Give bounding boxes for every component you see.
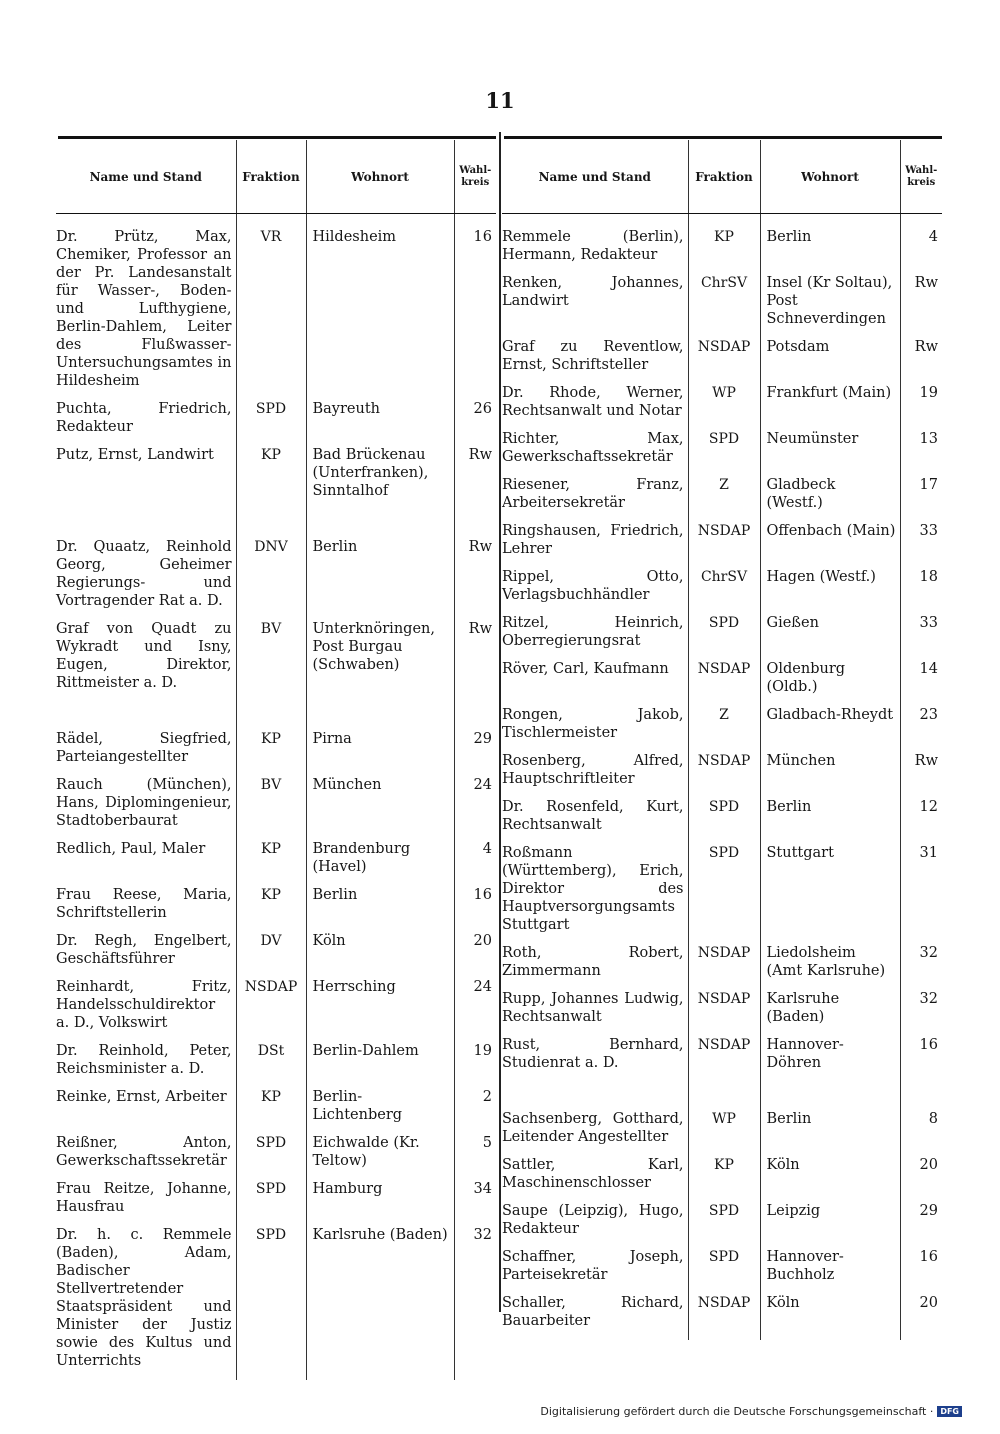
member-faction: NSDAP — [688, 522, 760, 568]
member-district: 2 — [454, 1088, 496, 1134]
table-row — [56, 886, 496, 932]
member-faction: SPD — [236, 1180, 306, 1226]
table-row — [56, 730, 496, 776]
member-faction: NSDAP — [688, 338, 760, 384]
member-residence: München — [760, 752, 900, 798]
table-row — [56, 1042, 496, 1088]
member-name: Rädel, Siegfried, Parteiangestellter — [56, 731, 232, 765]
member-residence: Gießen — [760, 614, 900, 660]
member-faction: SPD — [688, 430, 760, 476]
spacer-cell — [688, 1082, 760, 1110]
table-row — [56, 776, 496, 840]
member-faction: NSDAP — [236, 978, 306, 1042]
member-district: 20 — [900, 1156, 942, 1202]
member-district: 14 — [900, 660, 942, 706]
spacer-cell — [502, 1082, 688, 1110]
spacer-cell — [900, 1082, 942, 1110]
member-faction: KP — [688, 214, 760, 275]
page-number: 11 — [485, 88, 515, 113]
header-district: Wahl-kreis — [900, 140, 942, 214]
member-faction: SPD — [688, 614, 760, 660]
member-district: 26 — [454, 400, 496, 446]
header-district: Wahl-kreis — [454, 140, 496, 214]
member-district: 20 — [900, 1294, 942, 1340]
member-name: Schaller, Richard, Bauarbeiter — [502, 1295, 684, 1329]
member-name: Sattler, Karl, Maschinenschlosser — [502, 1157, 684, 1191]
member-residence: Hildesheim — [306, 214, 454, 401]
dfg-logo: DFG — [937, 1406, 962, 1417]
member-residence: Frankfurt (Main) — [760, 384, 900, 430]
member-district: 24 — [454, 776, 496, 840]
member-district: 5 — [454, 1134, 496, 1180]
member-district: 4 — [900, 214, 942, 275]
member-residence: Berlin-Dahlem — [306, 1042, 454, 1088]
member-faction: NSDAP — [688, 660, 760, 706]
spacer-cell — [760, 1082, 900, 1110]
member-name: Rongen, Jakob, Tischlermeister — [502, 707, 684, 741]
member-name: Roth, Robert, Zimmermann — [502, 945, 684, 979]
member-faction: Z — [688, 706, 760, 752]
member-name: Dr. Prütz, Max, Chemiker, Professor an der Pr. Landesanstalt für Wasser-, Boden- und Lufthygiene, Berlin-Dahlem, Leiter des Flußwasser-Untersuchungsamtes in Hildesheim — [56, 229, 232, 389]
left-column — [56, 140, 496, 1380]
member-district: 33 — [900, 522, 942, 568]
member-district: Rw — [454, 538, 496, 620]
member-name: Rust, Bernhard, Studienrat a. D. — [502, 1037, 684, 1071]
header-faction: Fraktion — [688, 140, 760, 214]
member-name: Graf zu Reventlow, Ernst, Schriftsteller — [502, 339, 684, 373]
member-district: 32 — [900, 944, 942, 990]
member-name: Puchta, Friedrich, Redakteur — [56, 401, 232, 435]
member-faction: KP — [236, 840, 306, 886]
footer-text: Digitalisierung gefördert durch die Deutsche Forschungsgemeinschaft · — [540, 1405, 934, 1418]
member-residence: Hagen (Westf.) — [760, 568, 900, 614]
member-district: 20 — [454, 932, 496, 978]
member-district: 16 — [454, 214, 496, 401]
right-column — [502, 140, 942, 1340]
table-row — [56, 400, 496, 446]
table-row — [56, 620, 496, 702]
top-rule-right — [504, 136, 942, 139]
member-district: Rw — [900, 752, 942, 798]
member-district: 17 — [900, 476, 942, 522]
member-residence: Berlin — [760, 1110, 900, 1156]
member-residence: Bayreuth — [306, 400, 454, 446]
member-residence: Berlin — [760, 798, 900, 844]
table-row — [56, 1180, 496, 1226]
member-residence: Neumünster — [760, 430, 900, 476]
member-faction: KP — [236, 1088, 306, 1134]
member-name: Dr. Rhode, Werner, Rechtsanwalt und Notar — [502, 385, 684, 419]
header-name: Name und Stand — [502, 140, 688, 214]
member-residence: Berlin — [306, 538, 454, 620]
member-district: 8 — [900, 1110, 942, 1156]
table-row — [502, 844, 942, 944]
row-spacer — [502, 1082, 942, 1110]
table-row — [56, 932, 496, 978]
member-residence: Unterknöringen, Post Burgau (Schwaben) — [306, 620, 454, 702]
member-name: Rauch (München), Hans, Diplomingenieur, Stadtoberbaurat — [56, 777, 232, 829]
member-residence: Eichwalde (Kr. Teltow) — [306, 1134, 454, 1180]
member-name: Remmele (Berlin), Hermann, Redakteur — [502, 229, 684, 263]
member-faction: NSDAP — [688, 752, 760, 798]
member-district: 4 — [454, 840, 496, 886]
member-district: 19 — [454, 1042, 496, 1088]
member-residence: Brandenburg (Havel) — [306, 840, 454, 886]
member-faction: ChrSV — [688, 568, 760, 614]
row-spacer — [56, 702, 496, 730]
member-faction: DV — [236, 932, 306, 978]
member-faction: NSDAP — [688, 944, 760, 990]
member-district: 16 — [900, 1248, 942, 1294]
member-district: 29 — [900, 1202, 942, 1248]
member-residence: München — [306, 776, 454, 840]
member-faction: SPD — [688, 1202, 760, 1248]
member-name: Dr. Reinhold, Peter, Reichsminister a. D. — [56, 1043, 232, 1077]
table-row — [502, 214, 942, 275]
spacer-cell — [56, 510, 236, 538]
spacer-cell — [306, 510, 454, 538]
table-row — [502, 384, 942, 430]
member-faction: BV — [236, 776, 306, 840]
table-row — [502, 274, 942, 338]
member-district: 19 — [900, 384, 942, 430]
table-row — [502, 706, 942, 752]
table-row — [56, 214, 496, 401]
spacer-cell — [306, 702, 454, 730]
table-row — [502, 568, 942, 614]
member-faction: VR — [236, 214, 306, 401]
member-district: 33 — [900, 614, 942, 660]
member-residence: Herrsching — [306, 978, 454, 1042]
member-faction: WP — [688, 384, 760, 430]
header-residence: Wohnort — [306, 140, 454, 214]
table-row — [502, 614, 942, 660]
members-table-right — [502, 140, 942, 1340]
member-faction: Z — [688, 476, 760, 522]
member-faction: ChrSV — [688, 274, 760, 338]
member-residence: Insel (Kr Soltau), Post Schneverdingen — [760, 274, 900, 338]
member-faction: BV — [236, 620, 306, 702]
table-row — [502, 1202, 942, 1248]
member-residence: Karlsruhe (Baden) — [760, 990, 900, 1036]
spacer-cell — [454, 510, 496, 538]
row-spacer — [56, 510, 496, 538]
table-row — [56, 538, 496, 620]
member-name: Rosenberg, Alfred, Hauptschriftleiter — [502, 753, 684, 787]
member-residence: Gladbach-Rheydt — [760, 706, 900, 752]
member-name: Saupe (Leipzig), Hugo, Redakteur — [502, 1203, 684, 1237]
member-residence: Köln — [760, 1156, 900, 1202]
member-name: Dr. Quaatz, Reinhold Georg, Geheimer Regierungs- und Vortragender Rat a. D. — [56, 539, 232, 609]
header-name: Name und Stand — [56, 140, 236, 214]
member-district: 12 — [900, 798, 942, 844]
member-residence: Berlin — [760, 214, 900, 275]
table-row — [502, 1110, 942, 1156]
member-name: Graf von Quadt zu Wykradt und Isny, Eugen, Direktor, Rittmeister a. D. — [56, 621, 232, 691]
member-residence: Liedolsheim (Amt Karlsruhe) — [760, 944, 900, 990]
member-name: Roßmann (Württemberg), Erich, Direktor des Hauptversorgungsamts Stuttgart — [502, 845, 684, 933]
member-residence: Hannover-Döhren — [760, 1036, 900, 1082]
member-faction: SPD — [688, 1248, 760, 1294]
member-residence: Köln — [760, 1294, 900, 1340]
member-faction: KP — [236, 886, 306, 932]
member-faction: SPD — [688, 798, 760, 844]
member-district: 31 — [900, 844, 942, 944]
member-district: 16 — [900, 1036, 942, 1082]
table-row — [502, 944, 942, 990]
member-name: Sachsenberg, Gotthard, Leitender Angestellter — [502, 1111, 684, 1145]
member-faction: WP — [688, 1110, 760, 1156]
member-district: 34 — [454, 1180, 496, 1226]
spacer-cell — [454, 702, 496, 730]
member-name: Renken, Johannes, Landwirt — [502, 275, 684, 309]
member-name: Riesener, Franz, Arbeitersekretär — [502, 477, 684, 511]
spacer-cell — [56, 702, 236, 730]
member-faction: KP — [236, 730, 306, 776]
member-district: Rw — [900, 338, 942, 384]
member-residence: Potsdam — [760, 338, 900, 384]
table-row — [502, 1294, 942, 1340]
member-district: 32 — [900, 990, 942, 1036]
member-faction: KP — [688, 1156, 760, 1202]
member-district: Rw — [900, 274, 942, 338]
member-residence: Karlsruhe (Baden) — [306, 1226, 454, 1380]
member-name: Dr. h. c. Remmele (Baden), Adam, Badischer Stellvertretender Staatspräsident und Minister der Justiz sowie des Kultus und Unterrichts — [56, 1227, 232, 1369]
spacer-cell — [236, 702, 306, 730]
member-name: Ritzel, Heinrich, Oberregierungsrat — [502, 615, 684, 649]
table-row — [56, 1088, 496, 1134]
member-name: Schaffner, Joseph, Parteisekretär — [502, 1249, 684, 1283]
member-district: 29 — [454, 730, 496, 776]
member-residence: Offenbach (Main) — [760, 522, 900, 568]
member-district: 24 — [454, 978, 496, 1042]
member-district: 16 — [454, 886, 496, 932]
member-name: Ringshausen, Friedrich, Lehrer — [502, 523, 684, 557]
member-district: 13 — [900, 430, 942, 476]
member-name: Dr. Rosenfeld, Kurt, Rechtsanwalt — [502, 799, 684, 833]
member-district: 18 — [900, 568, 942, 614]
member-faction: NSDAP — [688, 1036, 760, 1082]
member-faction: DSt — [236, 1042, 306, 1088]
table-row — [56, 840, 496, 886]
member-residence: Stuttgart — [760, 844, 900, 944]
column-divider — [499, 132, 501, 1312]
member-name: Reinhardt, Fritz, Handelsschuldirektor a. D., Volkswirt — [56, 979, 232, 1031]
table-row — [502, 476, 942, 522]
member-name: Richter, Max, Gewerkschaftssekretär — [502, 431, 684, 465]
member-district: 23 — [900, 706, 942, 752]
member-faction: SPD — [688, 844, 760, 944]
table-row — [502, 660, 942, 706]
member-faction: NSDAP — [688, 990, 760, 1036]
table-row — [56, 446, 496, 510]
members-table-left — [56, 140, 496, 1380]
member-faction: NSDAP — [688, 1294, 760, 1340]
member-name: Dr. Regh, Engelbert, Geschäftsführer — [56, 933, 232, 967]
member-name: Putz, Ernst, Landwirt — [56, 447, 214, 463]
spacer-cell — [236, 510, 306, 538]
member-faction: DNV — [236, 538, 306, 620]
table-row — [502, 1036, 942, 1082]
table-row — [56, 1226, 496, 1380]
member-name: Frau Reese, Maria, Schriftstellerin — [56, 887, 232, 921]
table-row — [502, 1156, 942, 1202]
member-district: Rw — [454, 446, 496, 510]
header-faction: Fraktion — [236, 140, 306, 214]
member-name: Rupp, Johannes Ludwig, Rechtsanwalt — [502, 991, 684, 1025]
member-faction: SPD — [236, 400, 306, 446]
table-row — [502, 1248, 942, 1294]
table-row — [502, 430, 942, 476]
member-name: Redlich, Paul, Maler — [56, 841, 206, 857]
member-residence: Köln — [306, 932, 454, 978]
member-name: Reißner, Anton, Gewerkschaftssekretär — [56, 1135, 232, 1169]
member-district: 32 — [454, 1226, 496, 1380]
top-rule-left — [58, 136, 496, 139]
member-name: Rippel, Otto, Verlagsbuchhändler — [502, 569, 684, 603]
member-faction: SPD — [236, 1134, 306, 1180]
member-name: Röver, Carl, Kaufmann — [502, 661, 669, 677]
table-row — [502, 990, 942, 1036]
header-residence: Wohnort — [760, 140, 900, 214]
table-row — [502, 798, 942, 844]
table-row — [502, 338, 942, 384]
table-row — [56, 978, 496, 1042]
member-faction: KP — [236, 446, 306, 510]
member-district: Rw — [454, 620, 496, 702]
table-row — [502, 522, 942, 568]
member-faction: SPD — [236, 1226, 306, 1380]
member-residence: Oldenburg (Oldb.) — [760, 660, 900, 706]
member-residence: Berlin — [306, 886, 454, 932]
member-residence: Bad Brückenau (Unterfranken), Sinntalhof — [306, 446, 454, 510]
member-name: Reinke, Ernst, Arbeiter — [56, 1089, 227, 1105]
member-residence: Hannover-Buchholz — [760, 1248, 900, 1294]
member-residence: Gladbeck (Westf.) — [760, 476, 900, 522]
member-residence: Berlin-Lichtenberg — [306, 1088, 454, 1134]
member-residence: Hamburg — [306, 1180, 454, 1226]
table-row — [56, 1134, 496, 1180]
table-row — [502, 752, 942, 798]
footer — [540, 1405, 962, 1418]
member-residence: Pirna — [306, 730, 454, 776]
member-name: Frau Reitze, Johanne, Hausfrau — [56, 1181, 232, 1215]
member-residence: Leipzig — [760, 1202, 900, 1248]
